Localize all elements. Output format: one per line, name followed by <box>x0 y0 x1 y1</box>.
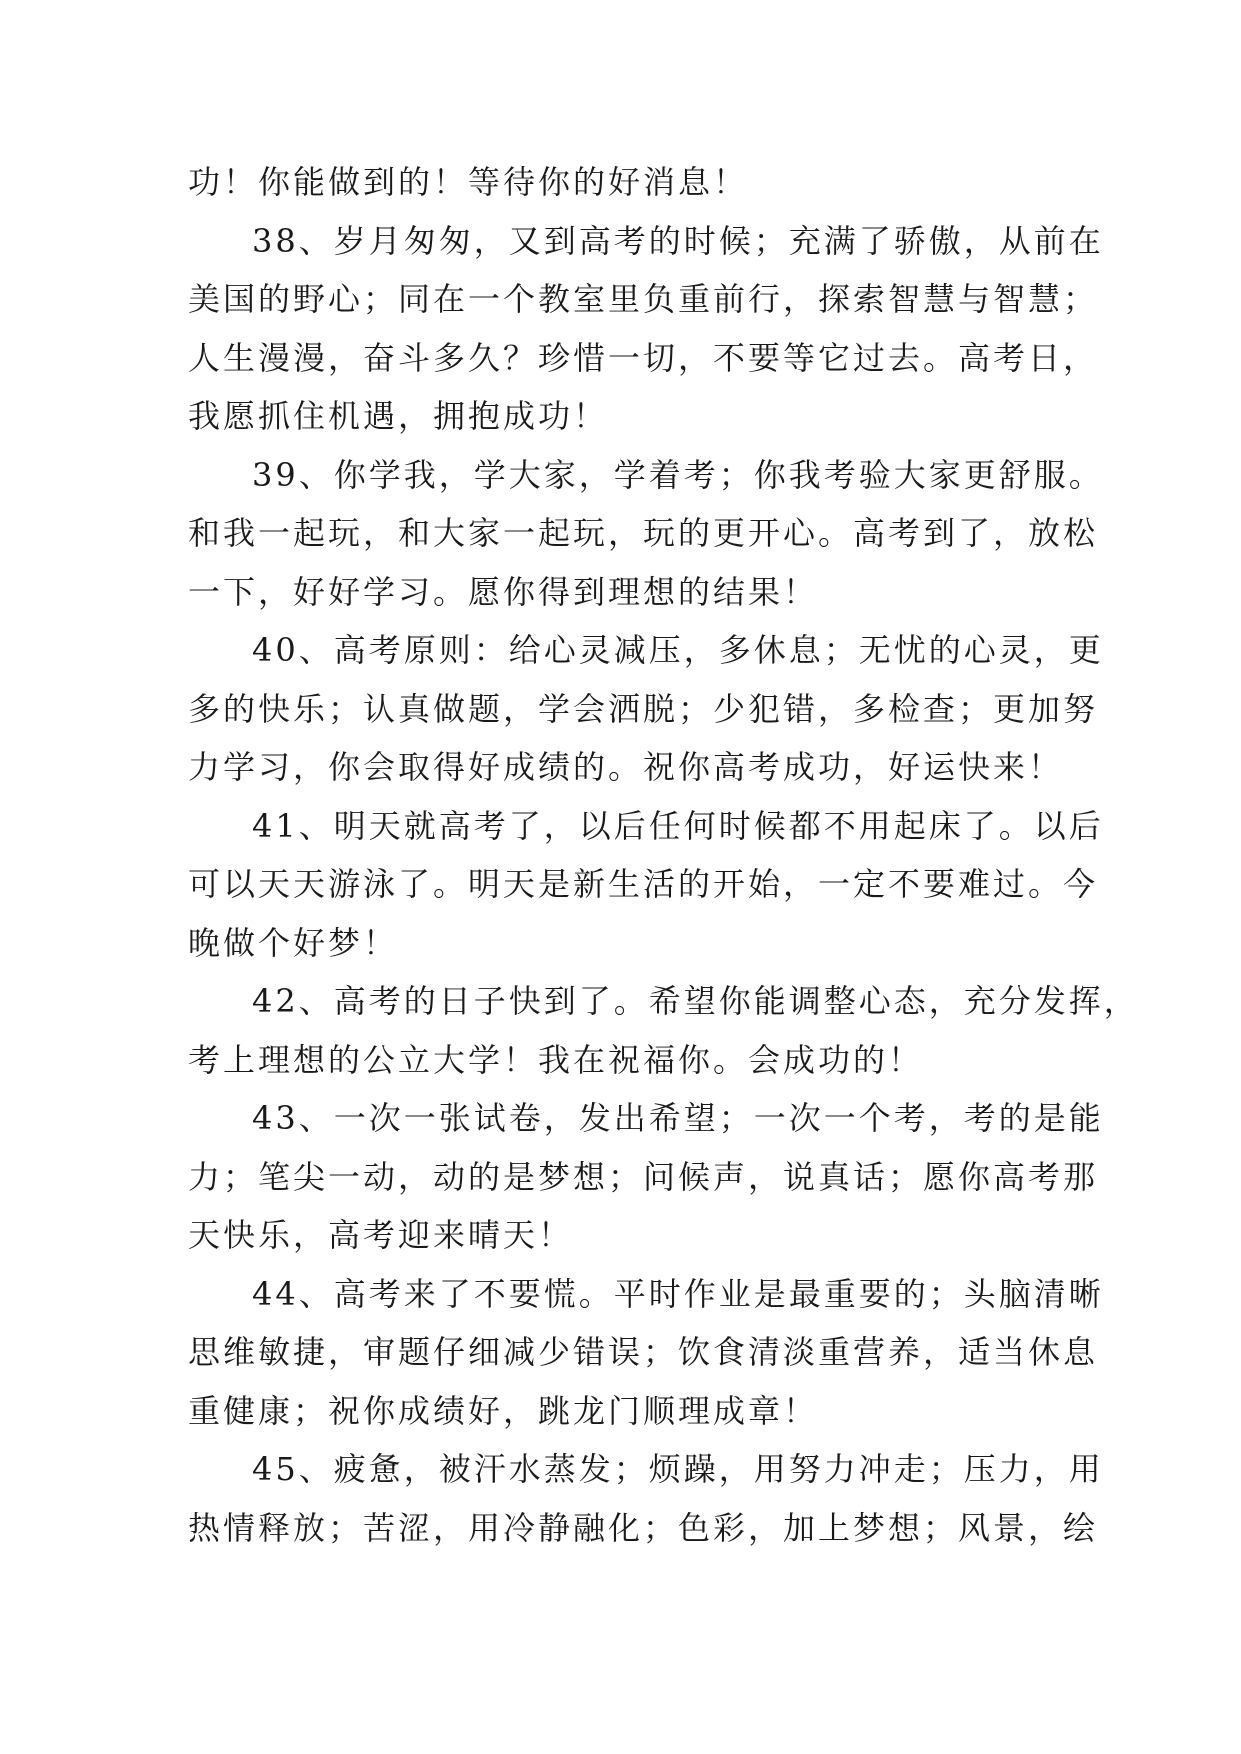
text-line: 功！你能做到的！等待你的好消息！ <box>188 163 749 201</box>
text-line: 人生漫漫，奋斗多久？珍惜一切，不要等它过去。高考日， <box>188 338 1099 377</box>
text-line: 44、高考来了不要慌。平时作业是最重要的；头脑清晰 <box>252 1274 1104 1313</box>
text-line: 考上理想的公立大学！我在祝福你。会成功的！ <box>188 1040 924 1079</box>
text-line: 多的快乐；认真做题，学会洒脱；少犯错，多检查；更加努 <box>188 689 1099 728</box>
text-line: 重健康；祝你成绩好，跳龙门顺理成章！ <box>188 1391 819 1430</box>
text-line: 一下，好好学习。愿你得到理想的结果！ <box>188 572 819 611</box>
text-line: 38、岁月匆匆，又到高考的时候；充满了骄傲，从前在 <box>252 221 1104 260</box>
text-line: 可以天天游泳了。明天是新生活的开始，一定不要难过。今 <box>188 865 1099 903</box>
text-line: 和我一起玩，和大家一起玩，玩的更开心。高考到了，放松 <box>188 514 1099 552</box>
text-line: 热情释放；苦涩，用冷静融化；色彩，加上梦想；风景，绘 <box>188 1508 1099 1547</box>
document-body <box>188 153 1139 1557</box>
text-line: 力学习，你会取得好成绩的。祝你高考成功，好运快来！ <box>188 748 1064 786</box>
text-line: 45、疲惫，被汗水蒸发；烦躁，用努力冲走；压力，用 <box>252 1450 1104 1488</box>
text-line: 39、你学我，学大家，学着考；你我考验大家更舒服。 <box>252 455 1104 494</box>
text-line: 42、高考的日子快到了。希望你能调整心态，充分发挥， <box>252 982 1139 1020</box>
text-line: 41、明天就高考了，以后任何时候都不用起床了。以后 <box>252 806 1104 845</box>
text-line: 美国的野心；同在一个教室里负重前行，探索智慧与智慧； <box>188 280 1099 318</box>
text-line: 力；笔尖一动，动的是梦想；问候声，说真话；愿你高考那 <box>188 1157 1099 1196</box>
text-line: 晚做个好梦！ <box>188 923 399 962</box>
text-line: 43、一次一张试卷，发出希望；一次一个考，考的是能 <box>252 1099 1104 1137</box>
text-line: 我愿抓住机遇，拥抱成功！ <box>188 397 609 435</box>
text-line: 40、高考原则：给心灵减压，多休息；无忧的心灵，更 <box>252 631 1104 669</box>
text-line: 天快乐，高考迎来晴天！ <box>188 1216 574 1254</box>
text-line: 思维敏捷，审题仔细减少错误；饮食清淡重营养，适当休息 <box>188 1333 1099 1371</box>
